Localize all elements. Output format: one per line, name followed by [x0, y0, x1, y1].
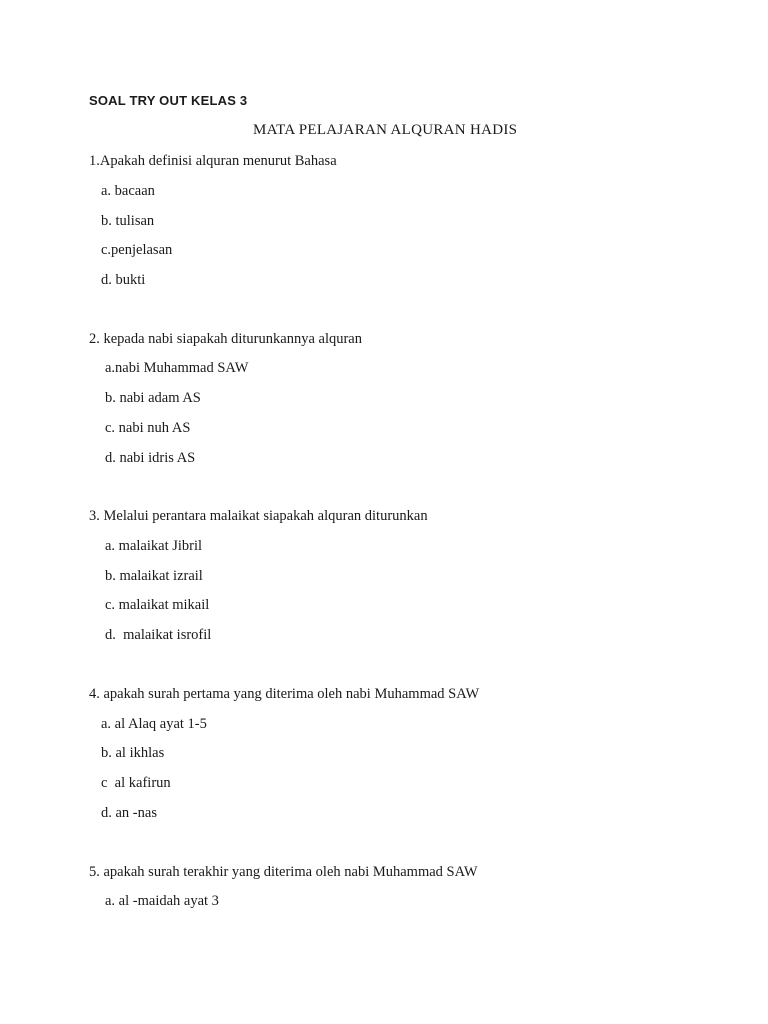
question-2-option-b: b. nabi adam AS: [105, 390, 201, 406]
question-2-text: 2. kepada nabi siapakah diturunkannya alquran: [89, 331, 362, 347]
question-1-option-c: c.penjelasan: [101, 242, 173, 258]
question-1-option-b: b. tulisan: [101, 213, 155, 229]
subject-title: MATA PELAJARAN ALQURAN HADIS: [253, 122, 518, 138]
question-2-option-d: d. nabi idris AS: [105, 450, 196, 466]
question-2-option-c: c. nabi nuh AS: [105, 420, 191, 436]
question-1-text: 1.Apakah definisi alquran menurut Bahasa: [89, 153, 337, 169]
document-title: SOAL TRY OUT KELAS 3: [89, 93, 248, 108]
question-4-option-a: a. al Alaq ayat 1-5: [101, 716, 207, 732]
question-2-option-a: a.nabi Muhammad SAW: [105, 360, 249, 376]
question-3-option-b: b. malaikat izrail: [105, 568, 203, 584]
question-4-option-b: b. al ikhlas: [101, 745, 165, 761]
question-1-option-d: d. bukti: [101, 272, 146, 288]
question-5-text: 5. apakah surah terakhir yang diterima oleh nabi Muhammad SAW: [89, 864, 478, 880]
question-4-option-c: c al kafirun: [101, 775, 171, 791]
question-3-text: 3. Melalui perantara malaikat siapakah alquran diturunkan: [89, 508, 428, 524]
question-3-option-a: a. malaikat Jibril: [105, 538, 203, 554]
question-3-option-c: c. malaikat mikail: [105, 597, 210, 613]
question-5-option-a: a. al -maidah ayat 3: [105, 893, 219, 909]
question-4-option-d: d. an -nas: [101, 805, 157, 821]
question-4-text: 4. apakah surah pertama yang diterima oleh nabi Muhammad SAW: [89, 686, 480, 702]
question-1-option-a: a. bacaan: [101, 183, 155, 199]
question-3-option-d: d. malaikat isrofil: [105, 627, 212, 643]
